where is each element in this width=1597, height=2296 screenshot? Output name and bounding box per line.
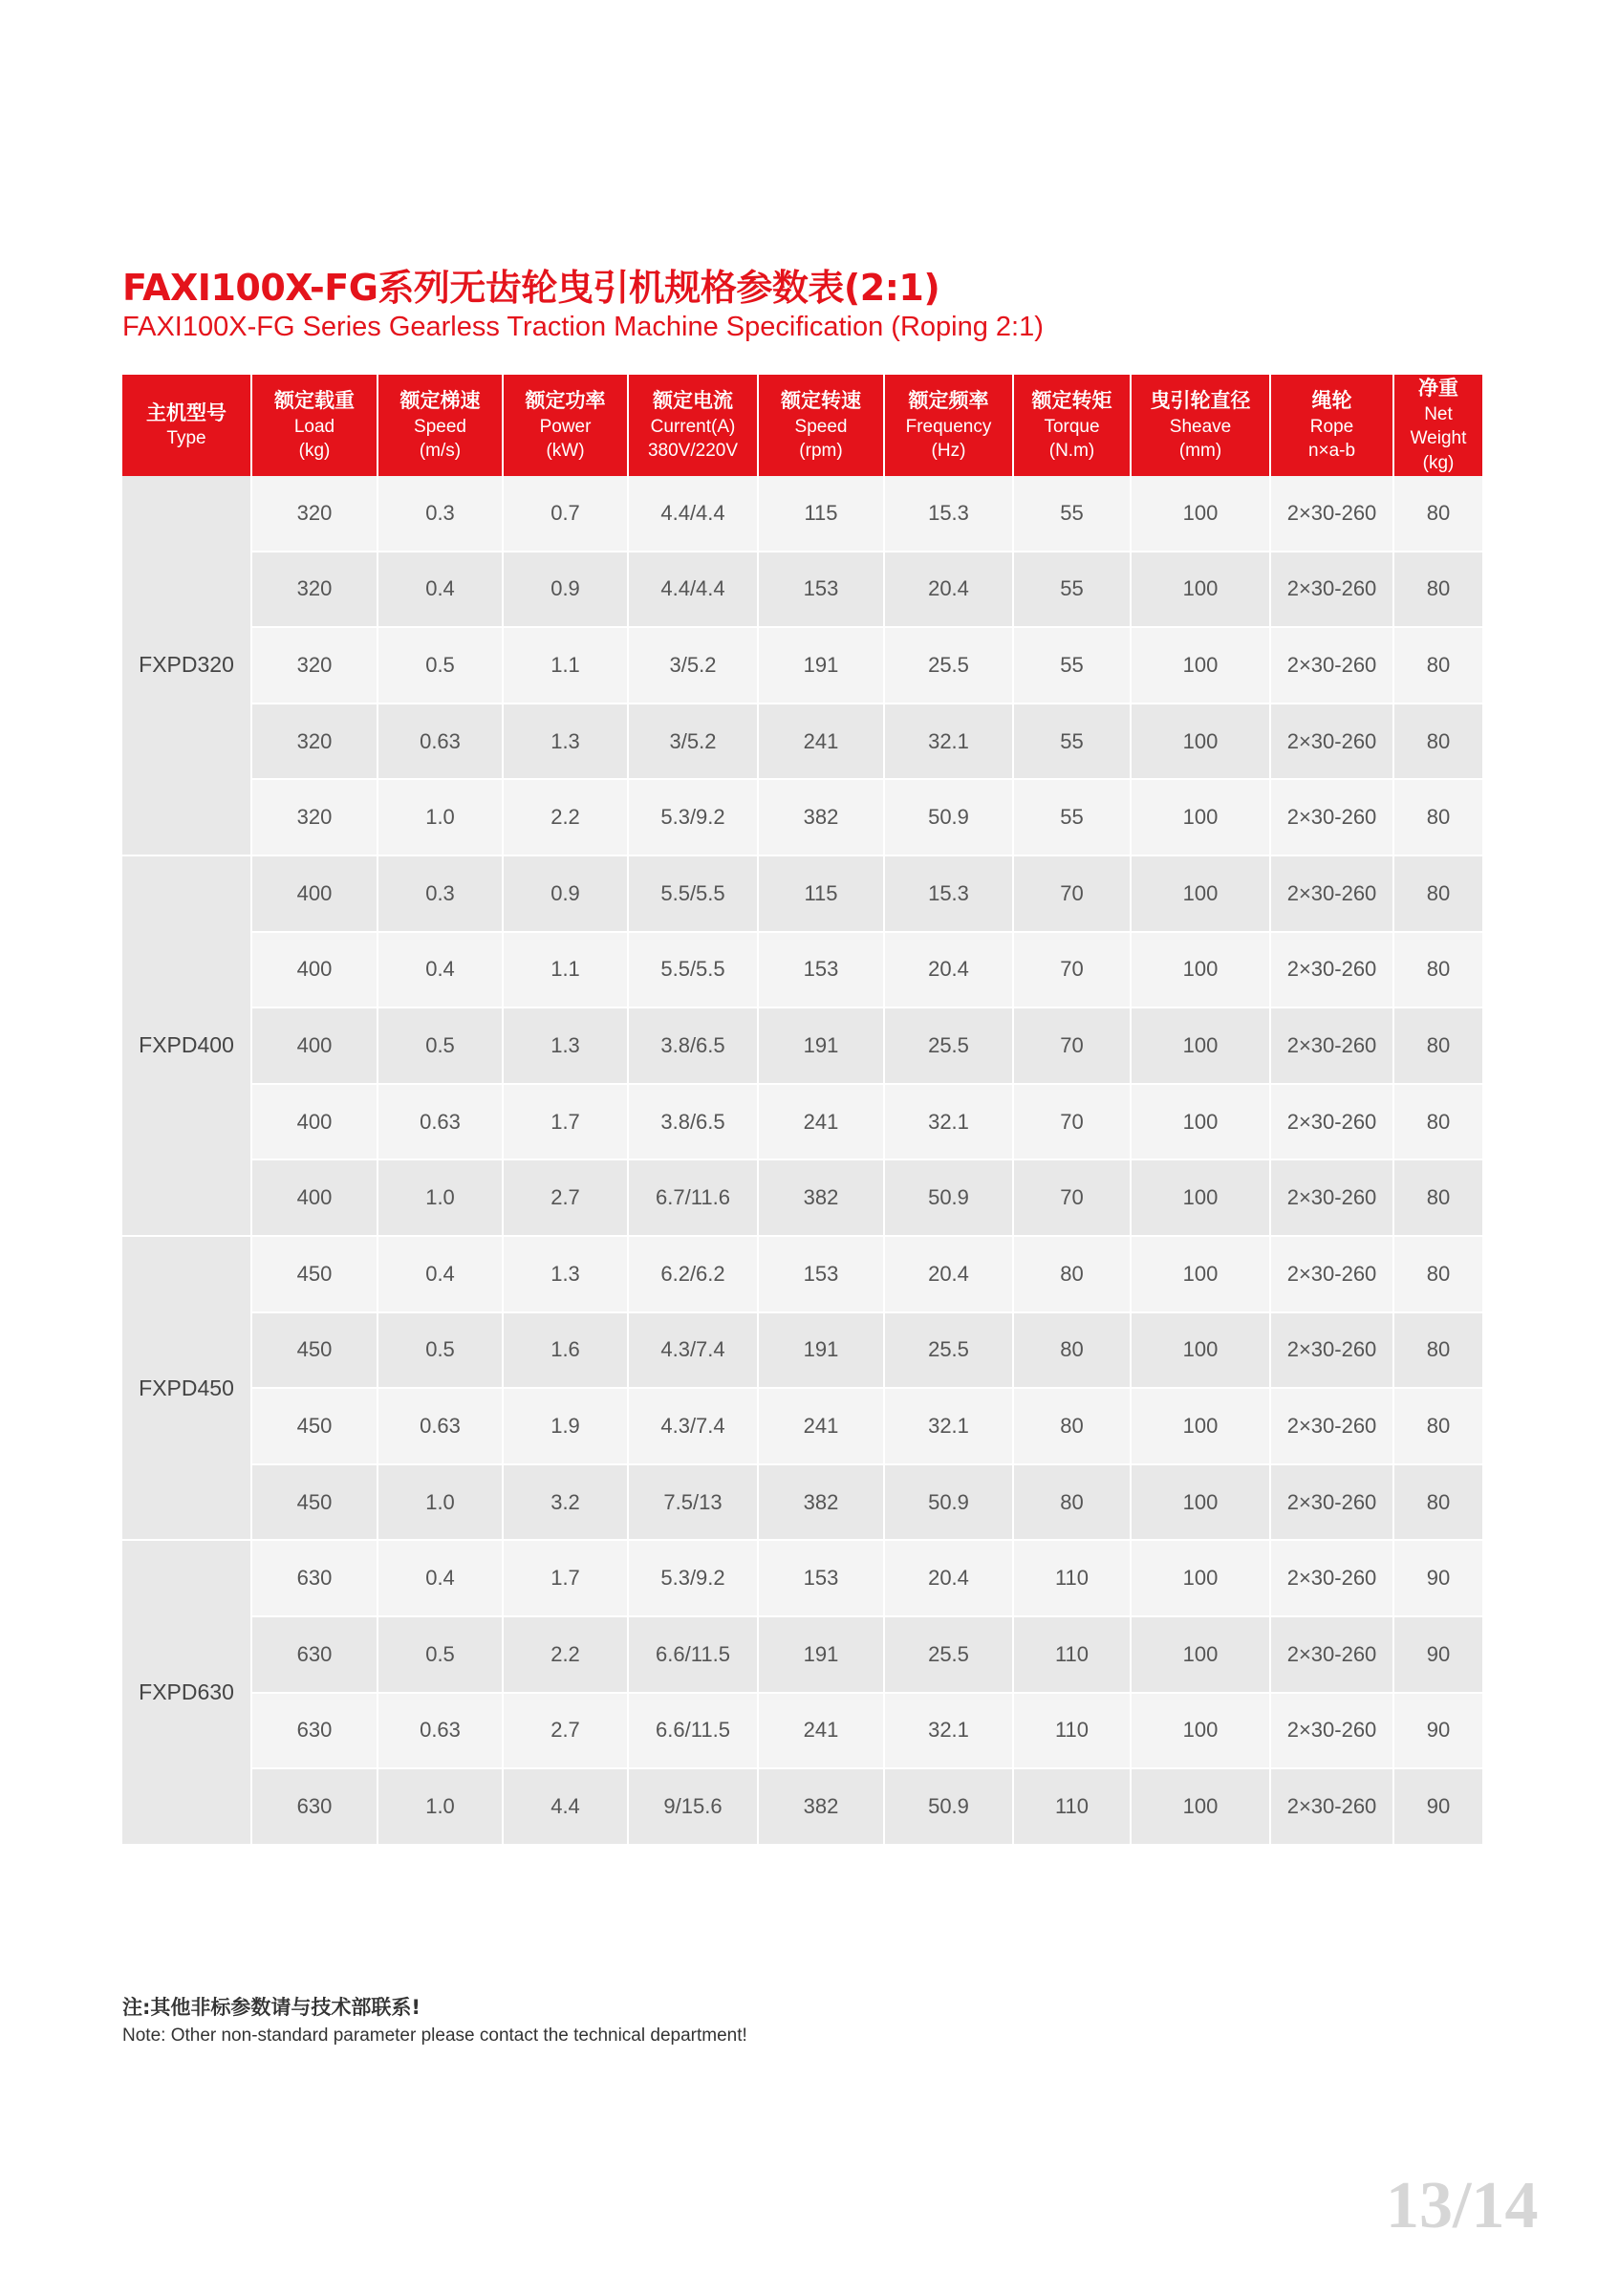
table-cell: 2×30-260 [1270, 1464, 1393, 1541]
spec-table [122, 375, 1482, 1846]
table-cell: 153 [758, 932, 884, 1008]
table-cell: 2×30-260 [1270, 1540, 1393, 1616]
table-cell: 3/5.2 [628, 704, 758, 780]
table-cell: 320 [251, 779, 378, 856]
table-cell: 3.8/6.5 [628, 1007, 758, 1084]
table-cell: 5.3/9.2 [628, 1540, 758, 1616]
table-cell: 241 [758, 704, 884, 780]
table-cell: 0.63 [378, 1084, 503, 1160]
table-cell: 0.3 [378, 476, 503, 552]
table-row [122, 1388, 1482, 1464]
table-cell: 191 [758, 1616, 884, 1693]
table-cell: 2.7 [503, 1693, 628, 1769]
table-cell: 1.0 [378, 779, 503, 856]
table-cell: 630 [251, 1540, 378, 1616]
table-cell: 0.63 [378, 1388, 503, 1464]
table-row [122, 932, 1482, 1008]
table-cell: 0.5 [378, 1007, 503, 1084]
table-cell: 80 [1013, 1388, 1131, 1464]
table-cell: 5.3/9.2 [628, 779, 758, 856]
table-cell: 100 [1131, 1236, 1270, 1312]
table-cell: 1.3 [503, 704, 628, 780]
table-row [122, 704, 1482, 780]
table-row [122, 1159, 1482, 1236]
table-cell: 80 [1393, 932, 1482, 1008]
table-cell: 2×30-260 [1270, 1236, 1393, 1312]
table-cell: 80 [1393, 476, 1482, 552]
table-cell: 2×30-260 [1270, 704, 1393, 780]
table-cell: 450 [251, 1312, 378, 1389]
table-cell: 2.2 [503, 1616, 628, 1693]
table-cell: 2×30-260 [1270, 476, 1393, 552]
header-torque: 额定转矩 Torque (N.m) [1013, 375, 1131, 476]
table-cell: 80 [1393, 1084, 1482, 1160]
table-cell: 50.9 [884, 779, 1013, 856]
table-cell: 153 [758, 1236, 884, 1312]
table-cell: 153 [758, 552, 884, 628]
header-net-weight: 净重 Net Weight (kg) [1393, 375, 1482, 476]
table-cell: 55 [1013, 552, 1131, 628]
table-cell: 1.0 [378, 1768, 503, 1845]
table-cell: 2×30-260 [1270, 1084, 1393, 1160]
table-cell: 50.9 [884, 1464, 1013, 1541]
table-cell: 70 [1013, 1159, 1131, 1236]
table-cell: 2×30-260 [1270, 856, 1393, 932]
table-cell: 3.2 [503, 1464, 628, 1541]
table-cell: 100 [1131, 1768, 1270, 1845]
table-cell: 100 [1131, 704, 1270, 780]
table-cell: 90 [1393, 1616, 1482, 1693]
table-cell: 320 [251, 627, 378, 704]
table-cell: 4.3/7.4 [628, 1388, 758, 1464]
table-cell: 0.3 [378, 856, 503, 932]
header-rope: 绳轮 Rope n×a-b [1270, 375, 1393, 476]
table-cell: 382 [758, 1464, 884, 1541]
table-cell: 80 [1393, 1236, 1482, 1312]
header-current: 额定电流 Current(A) 380V/220V [628, 375, 758, 476]
table-cell: 400 [251, 1084, 378, 1160]
table-cell: 55 [1013, 779, 1131, 856]
table-cell: 0.63 [378, 704, 503, 780]
table-cell: 100 [1131, 1312, 1270, 1389]
table-cell: 2.2 [503, 779, 628, 856]
table-header-row [122, 375, 1482, 476]
table-cell: 25.5 [884, 1312, 1013, 1389]
table-cell: 4.4 [503, 1768, 628, 1845]
table-cell: 1.3 [503, 1007, 628, 1084]
table-cell: 6.6/11.5 [628, 1693, 758, 1769]
table-body [122, 476, 1482, 1845]
table-cell: 2.7 [503, 1159, 628, 1236]
table-cell: 1.6 [503, 1312, 628, 1389]
table-row [122, 1236, 1482, 1312]
table-row [122, 627, 1482, 704]
table-cell: 630 [251, 1693, 378, 1769]
table-cell: 100 [1131, 932, 1270, 1008]
header-load: 额定载重 Load (kg) [251, 375, 378, 476]
table-cell: 0.4 [378, 1236, 503, 1312]
table-cell: 1.1 [503, 627, 628, 704]
header-sheave: 曳引轮直径 Sheave (mm) [1131, 375, 1270, 476]
table-cell: 32.1 [884, 704, 1013, 780]
table-cell: 0.63 [378, 1693, 503, 1769]
table-cell: 90 [1393, 1540, 1482, 1616]
table-cell: 2×30-260 [1270, 1388, 1393, 1464]
table-cell: 7.5/13 [628, 1464, 758, 1541]
table-cell: 450 [251, 1464, 378, 1541]
table-cell: 20.4 [884, 1236, 1013, 1312]
table-cell: 0.4 [378, 1540, 503, 1616]
page-title-cn: FAXI100X-FG系列无齿轮曳引机规格参数表(2:1) [122, 267, 940, 309]
header-power: 额定功率 Power (kW) [503, 375, 628, 476]
table-cell: 70 [1013, 932, 1131, 1008]
model-type-cell: FXPD320 [122, 476, 251, 856]
table-cell: 6.6/11.5 [628, 1616, 758, 1693]
page-number: 13/14 [1386, 2169, 1539, 2242]
note-en: Note: Other non-standard parameter please contact the technical department! [122, 2025, 747, 2046]
table-cell: 320 [251, 476, 378, 552]
note-cn: 注:其他非标参数请与技术部联系! [122, 1996, 421, 2019]
table-cell: 191 [758, 627, 884, 704]
table-cell: 100 [1131, 1540, 1270, 1616]
table-cell: 100 [1131, 552, 1270, 628]
table-cell: 2×30-260 [1270, 1616, 1393, 1693]
model-type-cell: FXPD400 [122, 856, 251, 1236]
table-cell: 1.9 [503, 1388, 628, 1464]
table-cell: 4.4/4.4 [628, 476, 758, 552]
table-cell: 382 [758, 779, 884, 856]
table-cell: 80 [1393, 1312, 1482, 1389]
table-cell: 4.3/7.4 [628, 1312, 758, 1389]
table-cell: 320 [251, 552, 378, 628]
table-cell: 100 [1131, 1159, 1270, 1236]
table-cell: 6.7/11.6 [628, 1159, 758, 1236]
table-row [122, 1616, 1482, 1693]
model-type-cell: FXPD630 [122, 1540, 251, 1844]
table-cell: 0.7 [503, 476, 628, 552]
table-cell: 115 [758, 476, 884, 552]
model-type-cell: FXPD450 [122, 1236, 251, 1540]
table-cell: 400 [251, 1007, 378, 1084]
table-cell: 153 [758, 1540, 884, 1616]
table-cell: 110 [1013, 1616, 1131, 1693]
table-cell: 80 [1393, 1388, 1482, 1464]
table-cell: 90 [1393, 1768, 1482, 1845]
table-cell: 400 [251, 856, 378, 932]
table-cell: 50.9 [884, 1159, 1013, 1236]
table-cell: 80 [1393, 779, 1482, 856]
table-cell: 100 [1131, 856, 1270, 932]
table-cell: 382 [758, 1159, 884, 1236]
table-cell: 100 [1131, 1084, 1270, 1160]
table-cell: 55 [1013, 627, 1131, 704]
table-cell: 450 [251, 1236, 378, 1312]
table-cell: 110 [1013, 1693, 1131, 1769]
table-cell: 5.5/5.5 [628, 932, 758, 1008]
header-frequency: 额定频率 Frequency (Hz) [884, 375, 1013, 476]
table-cell: 55 [1013, 476, 1131, 552]
table-cell: 1.1 [503, 932, 628, 1008]
table-cell: 100 [1131, 1464, 1270, 1541]
page-title-en: FAXI100X-FG Series Gearless Traction Machine Specification (Roping 2:1) [122, 312, 1044, 342]
table-cell: 100 [1131, 1616, 1270, 1693]
table-cell: 9/15.6 [628, 1768, 758, 1845]
header-speed: 额定梯速 Speed (m/s) [378, 375, 503, 476]
table-cell: 4.4/4.4 [628, 552, 758, 628]
table-row [122, 1693, 1482, 1769]
table-cell: 450 [251, 1388, 378, 1464]
table-cell: 1.7 [503, 1084, 628, 1160]
table-cell: 80 [1393, 1159, 1482, 1236]
table-cell: 191 [758, 1312, 884, 1389]
table-cell: 100 [1131, 1693, 1270, 1769]
table-cell: 20.4 [884, 932, 1013, 1008]
table-cell: 320 [251, 704, 378, 780]
table-cell: 25.5 [884, 1007, 1013, 1084]
table-cell: 110 [1013, 1768, 1131, 1845]
table-cell: 2×30-260 [1270, 1312, 1393, 1389]
table-cell: 2×30-260 [1270, 1768, 1393, 1845]
table-cell: 241 [758, 1693, 884, 1769]
table-cell: 2×30-260 [1270, 1159, 1393, 1236]
table-cell: 25.5 [884, 627, 1013, 704]
table-cell: 100 [1131, 1007, 1270, 1084]
table-cell: 400 [251, 932, 378, 1008]
table-row [122, 1768, 1482, 1845]
table-cell: 382 [758, 1768, 884, 1845]
table-cell: 2×30-260 [1270, 552, 1393, 628]
table-cell: 15.3 [884, 856, 1013, 932]
table-row [122, 476, 1482, 552]
table-cell: 2×30-260 [1270, 932, 1393, 1008]
table-cell: 100 [1131, 627, 1270, 704]
table-cell: 2×30-260 [1270, 1693, 1393, 1769]
table-cell: 630 [251, 1616, 378, 1693]
table-cell: 80 [1013, 1464, 1131, 1541]
table-cell: 2×30-260 [1270, 1007, 1393, 1084]
table-row [122, 1464, 1482, 1541]
table-cell: 630 [251, 1768, 378, 1845]
table-cell: 80 [1393, 1464, 1482, 1541]
table-cell: 5.5/5.5 [628, 856, 758, 932]
table-cell: 80 [1393, 552, 1482, 628]
header-rpm: 额定转速 Speed (rpm) [758, 375, 884, 476]
table-row [122, 779, 1482, 856]
table-cell: 0.9 [503, 856, 628, 932]
table-row [122, 1540, 1482, 1616]
table-cell: 100 [1131, 1388, 1270, 1464]
table-row [122, 1007, 1482, 1084]
table-cell: 80 [1393, 704, 1482, 780]
table-cell: 80 [1393, 627, 1482, 704]
table-cell: 1.3 [503, 1236, 628, 1312]
table-cell: 20.4 [884, 1540, 1013, 1616]
table-cell: 191 [758, 1007, 884, 1084]
table-cell: 70 [1013, 856, 1131, 932]
table-cell: 1.7 [503, 1540, 628, 1616]
table-cell: 80 [1393, 1007, 1482, 1084]
table-cell: 241 [758, 1084, 884, 1160]
table-cell: 55 [1013, 704, 1131, 780]
table-cell: 115 [758, 856, 884, 932]
table-cell: 80 [1393, 856, 1482, 932]
table-row [122, 1312, 1482, 1389]
table-row [122, 856, 1482, 932]
table-cell: 0.4 [378, 552, 503, 628]
table-cell: 70 [1013, 1084, 1131, 1160]
table-cell: 3/5.2 [628, 627, 758, 704]
table-cell: 90 [1393, 1693, 1482, 1769]
table-cell: 0.5 [378, 1312, 503, 1389]
table-cell: 0.9 [503, 552, 628, 628]
table-cell: 80 [1013, 1236, 1131, 1312]
table-cell: 0.4 [378, 932, 503, 1008]
table-cell: 100 [1131, 779, 1270, 856]
table-cell: 400 [251, 1159, 378, 1236]
table-cell: 70 [1013, 1007, 1131, 1084]
table-cell: 3.8/6.5 [628, 1084, 758, 1160]
table-cell: 20.4 [884, 552, 1013, 628]
table-cell: 32.1 [884, 1388, 1013, 1464]
table-cell: 1.0 [378, 1464, 503, 1541]
table-cell: 50.9 [884, 1768, 1013, 1845]
table-cell: 25.5 [884, 1616, 1013, 1693]
table-cell: 32.1 [884, 1693, 1013, 1769]
table-cell: 80 [1013, 1312, 1131, 1389]
table-cell: 32.1 [884, 1084, 1013, 1160]
table-cell: 110 [1013, 1540, 1131, 1616]
table-cell: 0.5 [378, 1616, 503, 1693]
table-cell: 6.2/6.2 [628, 1236, 758, 1312]
header-type: 主机型号 Type [122, 375, 251, 476]
table-cell: 15.3 [884, 476, 1013, 552]
table-cell: 0.5 [378, 627, 503, 704]
table-row [122, 552, 1482, 628]
table-cell: 2×30-260 [1270, 627, 1393, 704]
table-cell: 100 [1131, 476, 1270, 552]
table-cell: 2×30-260 [1270, 779, 1393, 856]
table-cell: 1.0 [378, 1159, 503, 1236]
table-row [122, 1084, 1482, 1160]
table-cell: 241 [758, 1388, 884, 1464]
